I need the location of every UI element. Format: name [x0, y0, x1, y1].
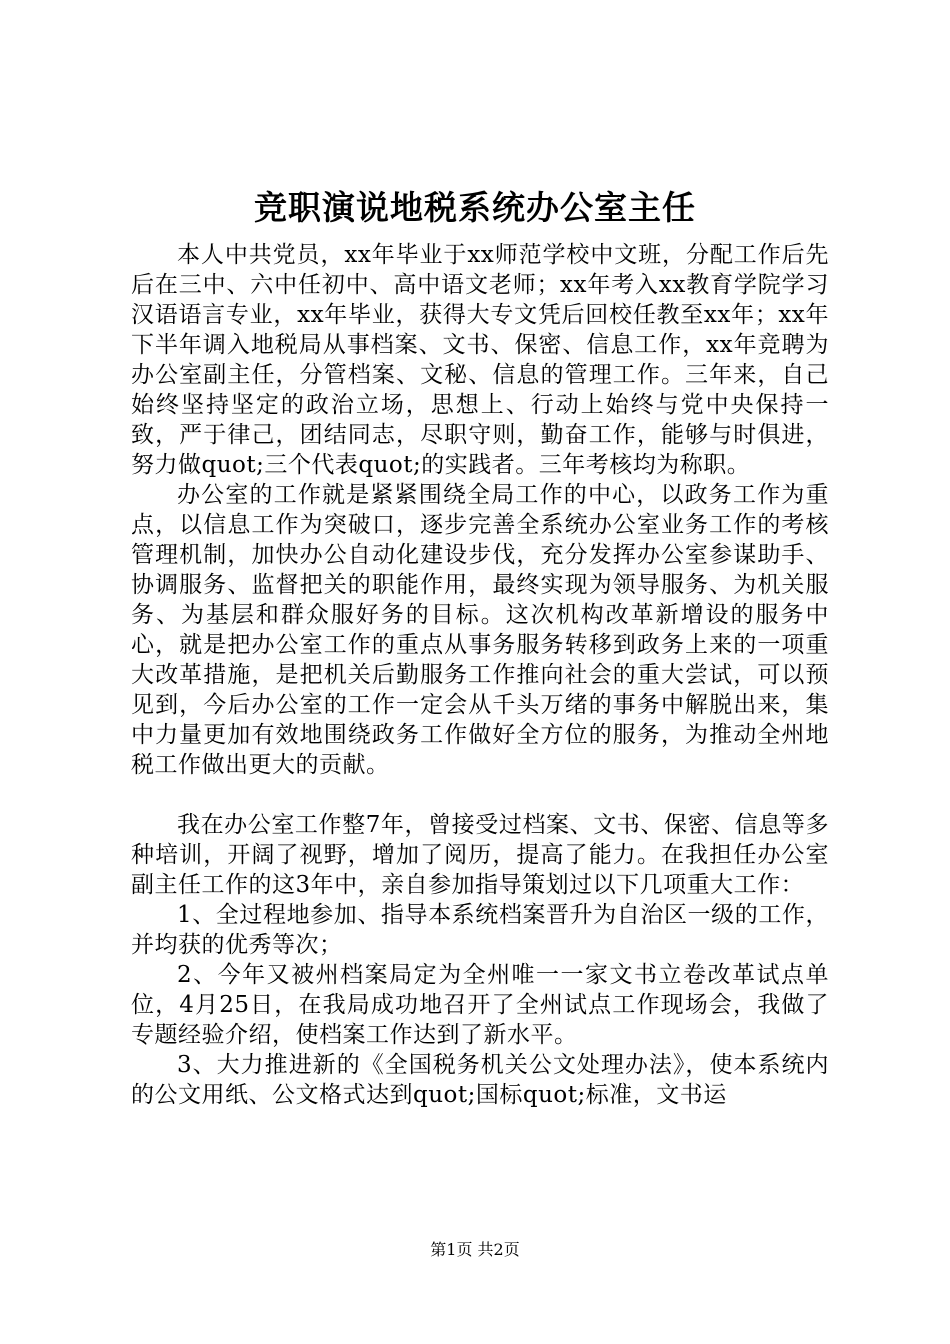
document-title: 竞职演说地税系统办公室主任	[254, 188, 696, 227]
page-footer: 第1页 共2页	[430, 1240, 520, 1259]
paragraph-office-work: 办公室的工作就是紧紧围绕全局工作的中心，以政务工作为重点，以信息工作为突破口，逐步完善全系统办公室业务工作的考核管理机制，加快办公自动化建设步伐，充分发挥办公室参谋助手、协调服务、监督把关的职能作用，最终实现为领导服务、为机关服务、为基层和群众服好务的目标。这次机构改革新增设的服务中心，就是把办公室工作的重点从事务服务转移到政务上来的一项重大改革措施，是把机关后勤服务工作推向社会的重大尝试，可以预见到，今后办公室的工作一定会从千头万绪的事务中解脱出来，集中力量更加有效地围绕政务工作做好全方位的服务，为推动全州地税工作做出更大的贡献。	[131, 482, 829, 778]
list-item-1: 1、全过程地参加、指导本系统档案晋升为自治区一级的工作，并均获的优秀等次；	[131, 902, 829, 958]
paragraph-experience: 我在办公室工作整7年，曾接受过档案、文书、保密、信息等多种培训，开阔了视野，增加了阅历，提高了能力。在我担任办公室副主任工作的这3年中，亲自参加指导策划过以下几项重大工作：	[131, 812, 829, 898]
list-item-2: 2、今年又被州档案局定为全州唯一一家文书立卷改革试点单位，4月25日，在我局成功地召开了全州试点工作现场会，我做了专题经验介绍，使档案工作达到了新水平。	[131, 962, 829, 1048]
paragraph-intro: 本人中共党员，xx年毕业于xx师范学校中文班，分配工作后先后在三中、六中任初中、高中语文老师；xx年考入xx教育学院学习汉语语言专业，xx年毕业，获得大专文凭后回校任教至xx年；xx年下半年调入地税局从事档案、文书、保密、信息工作，xx年竞聘为办公室副主任，分管档案、文秘、信息的管理工作。三年来，自己始终坚持坚定的政治立场，思想上、行动上始终与党中央保持一致，严于律己，团结同志，尽职守则，勤奋工作，能够与时俱进，努力做quot;三个代表quot;的实践者。三年考核均为称职。	[131, 242, 829, 478]
list-item-3: 3、大力推进新的《全国税务机关公文处理办法》，使本系统内的公文用纸、公文格式达到quot;国标quot;标准，文书运	[131, 1052, 829, 1108]
document-body	[131, 240, 829, 1110]
